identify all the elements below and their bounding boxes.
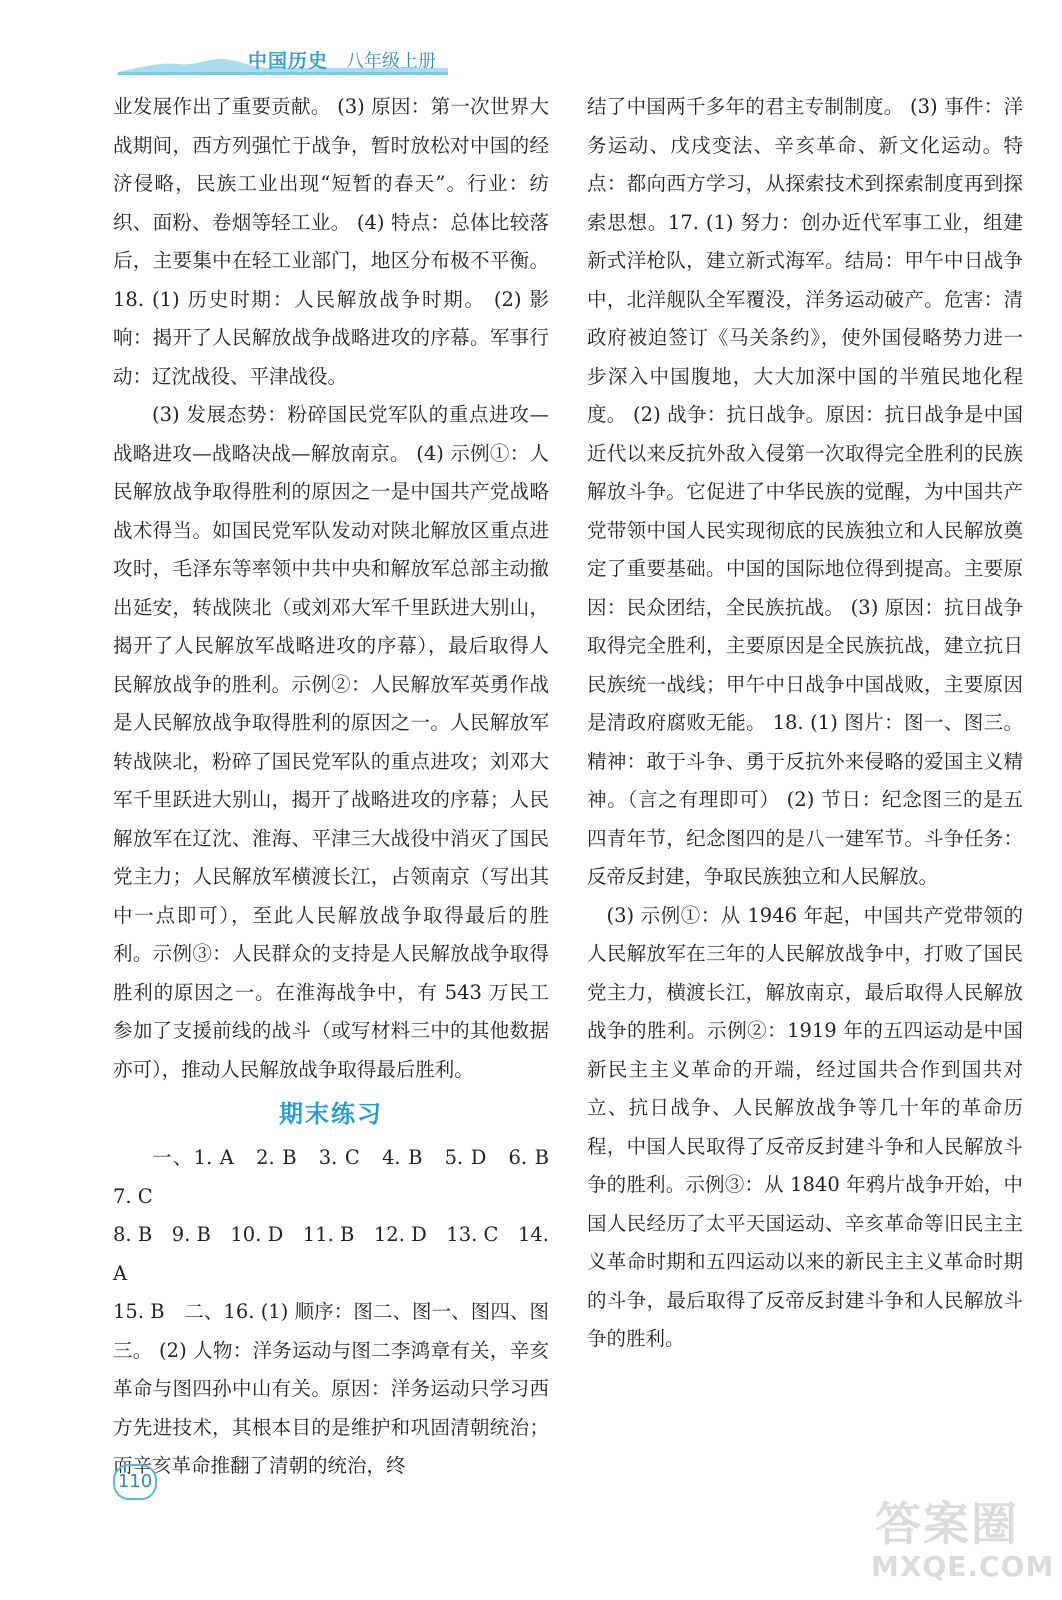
watermark-bottom: MXQE.COM — [871, 1550, 1055, 1583]
answer-key — [113, 1139, 569, 1293]
left-paragraph-2: (3) 发展态势：粉碎国民党军队的重点进攻—战略进攻—战略决战—解放南京。 (4) 示例①：人民解放战争取得胜利的原因之一是中国共产党战略战术得当。如国民党军队发动对陕北解放区重点进攻时，毛泽东等率领中共中央和解放军总部主动撤出延安，转战陕北（或刘邓大军千里跃进大别山，揭开了人民解放军战略进攻的序幕），最后取得人民解放战争的胜利。示例②：人民解放军英勇作战是人民解放战争取得胜利的原因之一。人民解放军转战陕北，粉碎了国民党军队的重点进攻；刘邓大军千里跃进大别山，揭开了战略进攻的序幕；人民解放军在辽沈、淮海、平津三大战役中消灭了国民党主力；人民解放军横渡长江，占领南京（写出其中一点即可），至此人民解放战争取得最后的胜利。示例③：人民群众的支持是人民解放战争取得胜利的原因之一。在淮海战争中，有 543 万民工参加了支援前线的战斗（或写材料三中的其他数据亦可），推动人民解放战争取得最后胜利。 — [113, 403, 549, 1081]
answers-line-1: 一、1. A 2. B 3. C 4. B 5. D 6. B 7. C — [113, 1146, 569, 1208]
header-subtitle: 八年级上册 — [346, 51, 436, 72]
right-paragraph-1: 结了中国两千多年的君主专制制度。 (3) 事件：洋务运动、戊戌变法、辛亥革命、新文化运动。特点：都向西方学习，从探索技术到探索制度再到探索思想。17. (1) 努力：创办近代军事工业，组建新式洋枪队，建立新式海军。结局：甲午中日战争中，北洋舰队全军覆没，洋务运动破产。危害：清政府被迫签订《马关条约》，使外国侵略势力进一步深入中国腹地，大大加深中国的半殖民地化程度。 (2) 战争：抗日战争。原因：抗日战争是中国近代以来反抗外敌入侵第一次取得完全胜利的民族解放斗争。它促进了中华民族的觉醒，为中国共产党带领中国人民实现彻底的民族独立和人民解放奠定了重要基础。中国的国际地位得到提高。主要原因：民众团结，全民族抗战。 (3) 原因：抗日战争取得完全胜利，主要原因是全民族抗战，建立抗日民族统一战线；甲午中日战争中国战败，主要原因是清政府腐败无能。 18. (1) 图片：图一、图三。精神：敢于斗争、勇于反抗外来侵略的爱国主义精神。（言之有理即可） (2) 节日：纪念图三的是五四青年节，纪念图四的是八一建军节。斗争任务：反帝反封建，争取民族独立和人民解放。 — [587, 95, 1023, 888]
watermark-top: 答案圈 — [875, 1497, 1019, 1551]
left-paragraph-3: 15. B 二、16. (1) 顺序：图二、图一、图四、图三。 (2) 人物：洋务运动与图二李鸿章有关，辛亥革命与图四孙中山有关。原因：洋务运动只学习西方先进技术，其根本目的是维护和巩固清朝统治；而辛亥革命推翻了清朝的统治，终 — [113, 1300, 549, 1477]
right-paragraph-2: (3) 示例①：从 1946 年起，中国共产党带领的人民解放军在三年的人民解放战争中，打败了国民党主力，横渡长江，解放南京，最后取得人民解放战争的胜利。示例②：1919 年的五四运动是中国新民主主义革命的开端，经过国共合作到国共对立、抗日战争、人民解放战争等几十年的革命历程，中国人民取得了反帝反封建斗争和人民解放斗争的胜利。示例③：从 1840 年鸦片战争开始，中国人民经历了太平天国运动、辛亥革命等旧民主主义革命时期和五四运动以来的新民主主义革命时期的斗争，最后取得了反帝反封建斗争和人民解放斗争的胜利。 — [587, 903, 1023, 1350]
header-title: 中国历史 — [248, 50, 329, 72]
section-title: 期末练习 — [279, 1100, 383, 1128]
left-paragraph-1: 业发展作出了重要贡献。 (3) 原因：第一次世界大战期间，西方列强忙于战争，暂时放松对中国的经济侵略，民族工业出现“短暂的春天”。行业：纺织、面粉、卷烟等轻工业。 (4) 特点：总体比较落后，主要集中在轻工业部门，地区分布极不平衡。 18. (1) 历史时期：人民解放战争时期。 (2) 影响：揭开了人民解放战争战略进攻的序幕。军事行动：辽沈战役、平津战役。 — [113, 95, 549, 388]
right-column — [587, 88, 1023, 1359]
page-number: 110 — [113, 1464, 157, 1500]
watermark-logo — [865, 1488, 1055, 1588]
left-column — [113, 88, 569, 1486]
answers-line-2: 8. B 9. B 10. D 11. B 12. D 13. C 14. A — [113, 1223, 549, 1285]
